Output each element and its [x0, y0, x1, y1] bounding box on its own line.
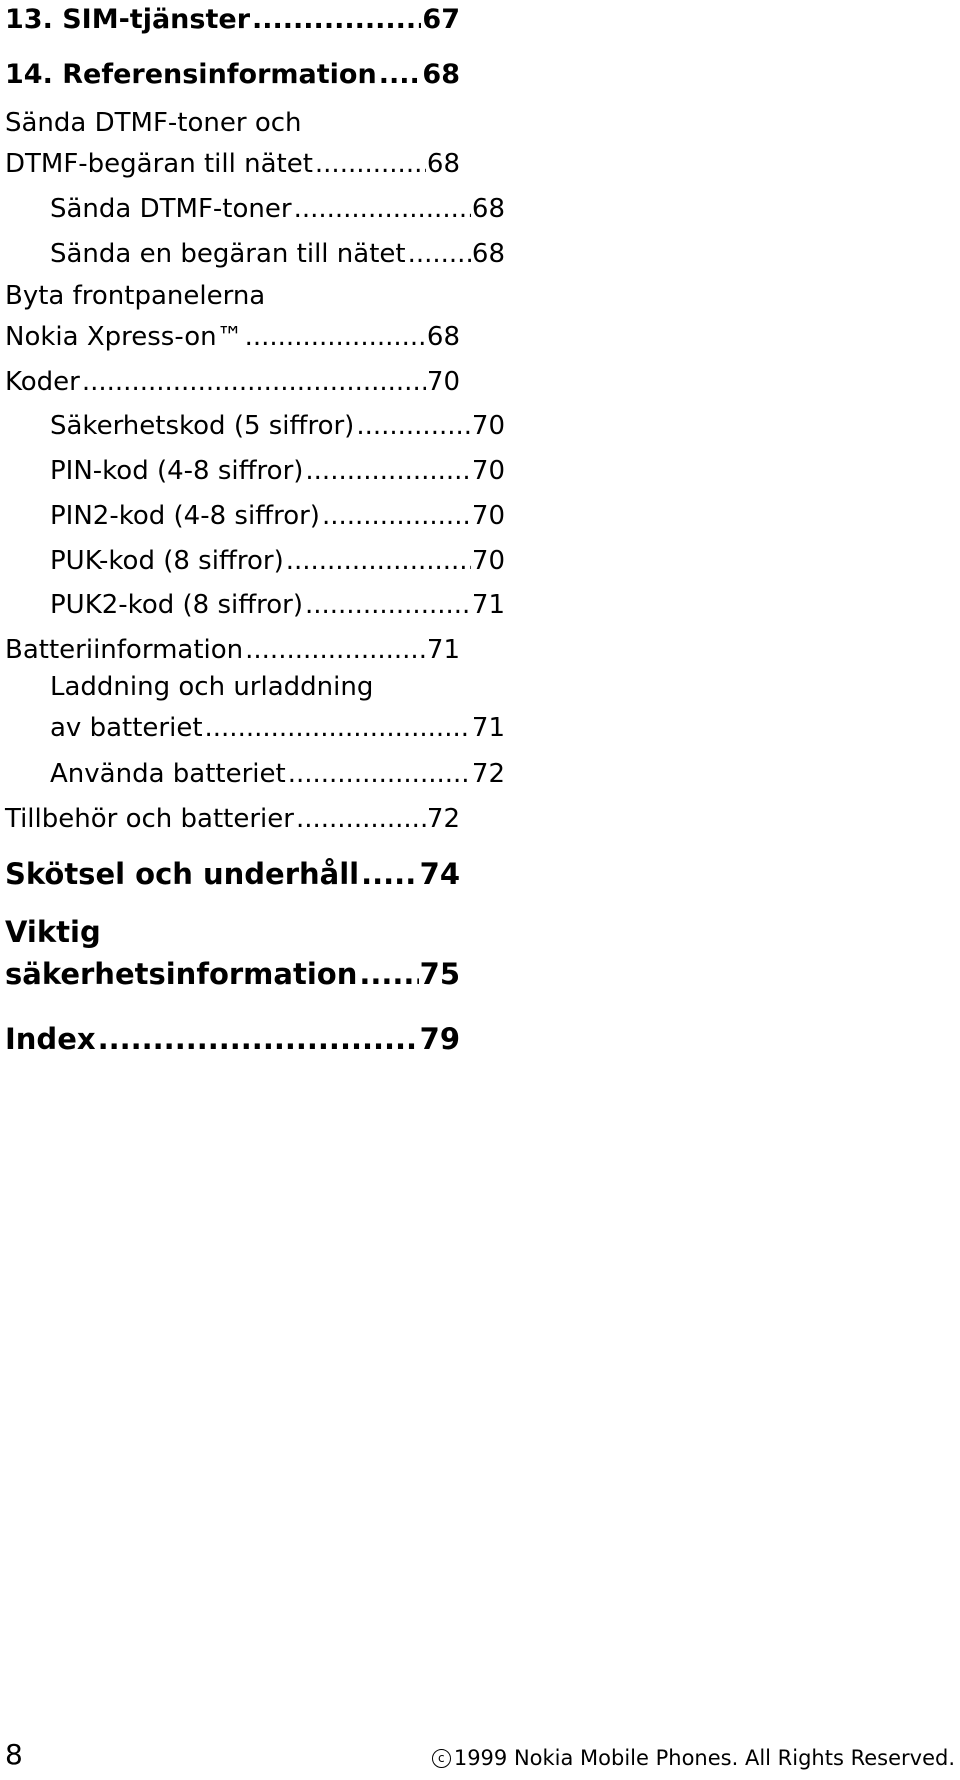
toc-leader-dots [252, 0, 421, 40]
toc-leader-dots [408, 232, 471, 276]
toc-entry[interactable] [5, 277, 460, 359]
toc-leader-dots [359, 952, 418, 996]
toc-entry-title-line1: Sända DTMF-toner och [5, 108, 302, 138]
toc-entry[interactable] [5, 55, 460, 95]
copyright-notice [432, 1746, 955, 1770]
toc-entry-title: Skötsel och underhåll [5, 857, 360, 891]
toc-entry-title-line1: Byta frontpanelerna [5, 281, 266, 311]
toc-leader-dots [288, 752, 471, 796]
toc-entry[interactable] [5, 668, 505, 750]
toc-entry-page: 79 [419, 1022, 460, 1056]
toc-entry-page: 71 [471, 713, 505, 743]
toc-entry[interactable] [5, 583, 505, 627]
toc-entry-page: 67 [422, 4, 460, 35]
toc-entry[interactable] [5, 187, 505, 231]
toc-entry-title: Sända en begäran till nätet [50, 239, 406, 269]
toc-leader-dots [286, 539, 471, 583]
toc-entry-title-line1: Laddning och urladdning [50, 672, 374, 702]
toc-leader-dots [322, 494, 471, 538]
page-number: 8 [5, 1738, 23, 1771]
copyright-icon: c [432, 1749, 451, 1768]
toc-entry-title-line1: Viktig [5, 915, 101, 949]
toc-entry-title: 14. Referensinformation [5, 59, 377, 90]
toc-leader-dots [356, 404, 471, 448]
copyright-text: 1999 Nokia Mobile Phones. All Rights Reserved. [453, 1746, 955, 1770]
toc-entry-title: Batteriinformation [5, 635, 244, 665]
toc-entry-page: 68 [422, 59, 460, 90]
toc-entry-page: 68 [471, 194, 505, 224]
toc-entry-page: 70 [471, 501, 505, 531]
toc-entry-page: 72 [471, 759, 505, 789]
toc-entry-page: 71 [471, 590, 505, 620]
toc-entry-page: 75 [419, 957, 460, 991]
toc-entry[interactable] [5, 628, 460, 672]
toc-entry[interactable] [5, 494, 505, 538]
toc-entry-title: PIN2-kod (4-8 siffror) [50, 501, 320, 531]
toc-leader-dots [82, 360, 426, 404]
toc-entry-title: Koder [5, 367, 80, 397]
toc-entry[interactable] [5, 232, 505, 276]
toc-entry-title: Index [5, 1022, 96, 1056]
toc-leader-dots [98, 1017, 419, 1061]
toc-leader-dots [361, 852, 419, 896]
toc-entry[interactable] [5, 797, 460, 841]
toc-entry-page: 70 [471, 546, 505, 576]
toc-entry-page: 71 [426, 635, 460, 665]
toc-entry-title: DTMF-begäran till nätet [5, 149, 313, 179]
toc-entry[interactable] [5, 449, 505, 493]
toc-entry-title: PIN-kod (4-8 siffror) [50, 456, 304, 486]
toc-entry[interactable] [5, 752, 505, 796]
toc-entry-title: Använda batteriet [50, 759, 286, 789]
toc-entry-title: Nokia Xpress-on™ [5, 322, 243, 352]
toc-entry-page: 74 [419, 857, 460, 891]
toc-leader-dots [305, 583, 471, 627]
toc-entry[interactable] [5, 0, 460, 40]
toc-entry[interactable] [5, 1017, 460, 1061]
toc-leader-dots [315, 142, 426, 186]
toc-leader-dots [205, 706, 471, 750]
toc-leader-dots [294, 187, 471, 231]
toc-entry-page: 68 [471, 239, 505, 269]
toc-entry-title: PUK-kod (8 siffror) [50, 546, 284, 576]
toc-leader-dots [245, 628, 426, 672]
toc-entry-title: av batteriet [50, 713, 203, 743]
toc-entry-page: 72 [426, 804, 460, 834]
toc-entry[interactable] [5, 404, 505, 448]
toc-entry-title: 13. SIM-tjänster [5, 4, 251, 35]
toc-entry-page: 68 [426, 322, 460, 352]
toc-leader-dots [379, 55, 422, 95]
toc-entry[interactable] [5, 912, 460, 996]
toc-entry-title: Sända DTMF-toner [50, 194, 292, 224]
toc-entry-page: 70 [471, 411, 505, 441]
toc-leader-dots [296, 797, 426, 841]
toc-entry[interactable] [5, 104, 460, 186]
toc-entry-title: PUK2-kod (8 siffror) [50, 590, 303, 620]
toc-entry[interactable] [5, 852, 460, 896]
toc-entry[interactable] [5, 360, 460, 404]
toc-entry-page: 70 [426, 367, 460, 397]
toc-entry-title: Säkerhetskod (5 siffror) [50, 411, 355, 441]
toc-entry-title: säkerhetsinformation [5, 957, 358, 991]
toc-leader-dots [245, 315, 426, 359]
toc-entry-title: Tillbehör och batterier [5, 804, 294, 834]
toc-leader-dots [305, 449, 471, 493]
toc-entry-page: 70 [471, 456, 505, 486]
toc-entry-page: 68 [426, 149, 460, 179]
toc-entry[interactable] [5, 539, 505, 583]
